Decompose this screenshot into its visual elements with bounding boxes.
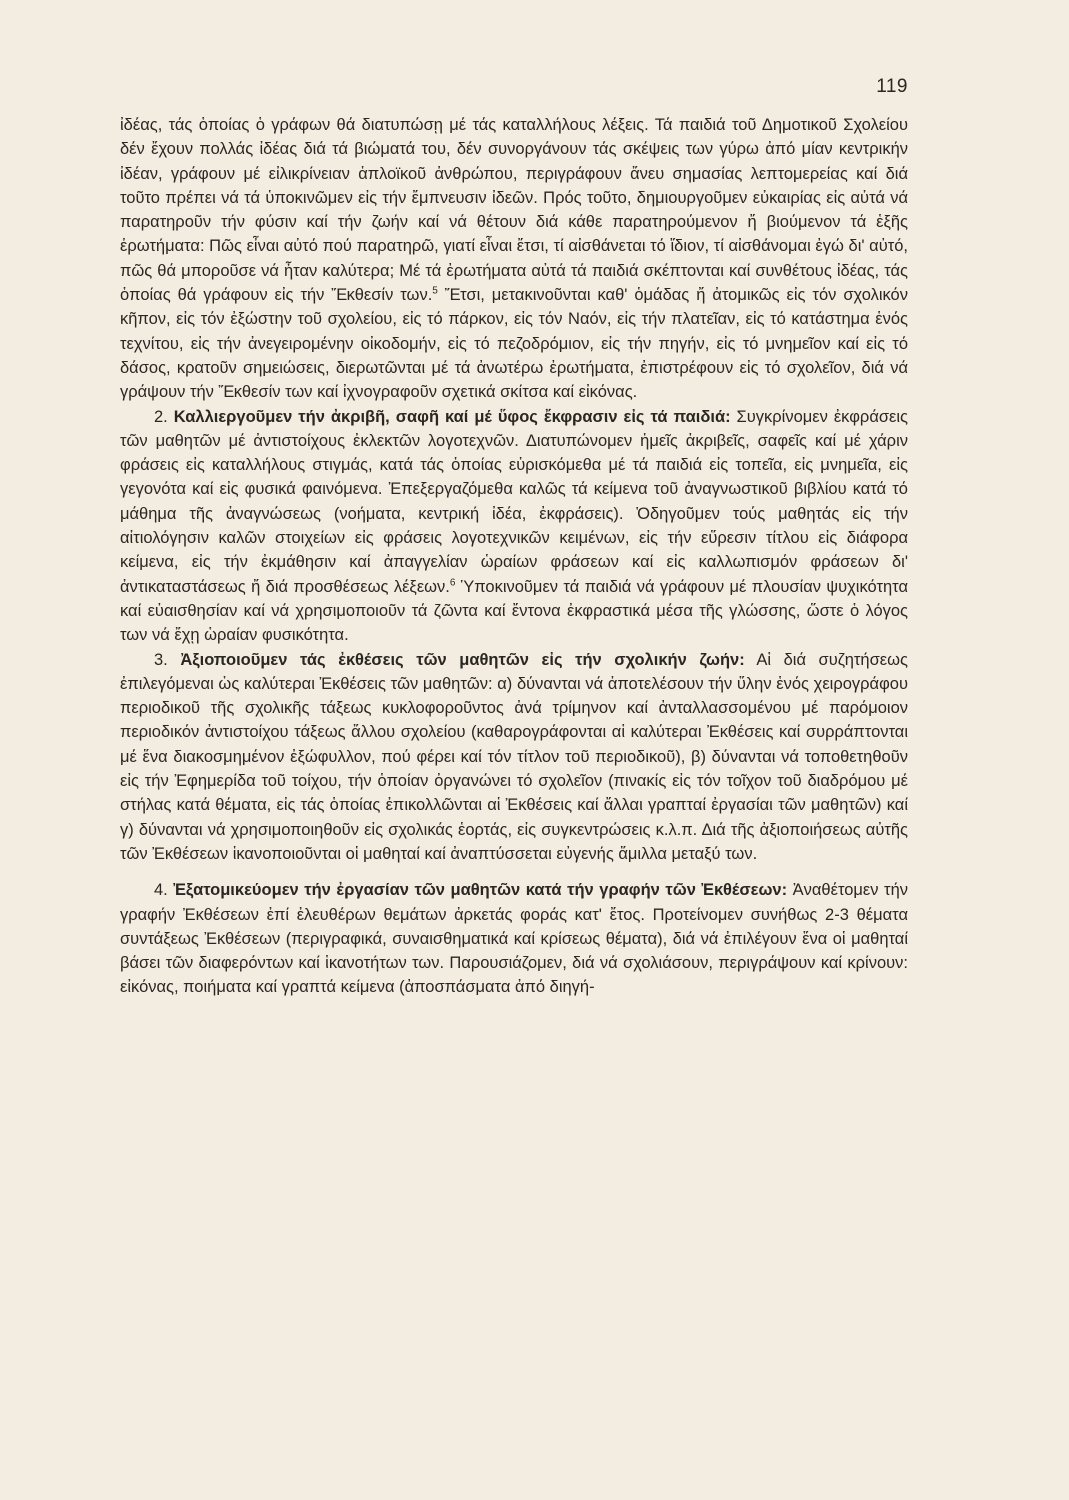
page-body bbox=[120, 113, 908, 1000]
intro-text-part2: Ἔτσι, μετακινοῦνται καθ' ὁμάδας ἤ ἀτομικῶς εἰς τόν σχολικόν κῆπον, εἰς τόν ἐξώστην τοῦ σχολείου, εἰς τό πάρκον, εἰς τόν Ναόν, εἰς τήν πλατεῖαν, εἰς τό κατάστημα ἑνός τεχνίτου, εἰς τήν ἀνεγειρομένην οἰκοδομήν, εἰς τό πεζοδρόμιον, εἰς τήν πηγήν, εἰς τό μνημεῖον καί εἰς τό δάσος, κρατοῦν σημειώσεις, διερωτῶνται μέ τά ἀνωτέρω ἐρωτήματα, ἐπιστρέφουν εἰς τό σχολεῖον, διά νά γράψουν τήν Ἔκθεσίν των καί ἰχνογραφοῦν σχετικά σκίτσα καί εἰκόνας. bbox=[120, 286, 908, 402]
footnote-ref-6: 6 bbox=[449, 577, 456, 589]
item-4-text: Ἀναθέτομεν τήν γραφήν Ἐκθέσεων ἐπί ἐλευθέρων θεμάτων ἀρκετάς φοράς κατ' ἔτος. Προτείνομεν συνήθως 2-3 θέματα συντάξεως Ἐκθέσεων (περιγραφικά, συναισθηματικά καί κρίσεως θέματα), διά νά ἐπιλέγουν ἕνα οἱ μαθηταί βάσει τῶν διαφερόντων καί ἱκανοτήτων των. Παρουσιάζομεν, διά νά σχολιάσουν, περιγράψουν καί κρίνουν: εἰκόνας, ποιήματα καί γραπτά κείμενα (ἀποσπάσματα ἀπό διηγή- bbox=[120, 881, 908, 997]
page-number: 119 bbox=[876, 76, 908, 97]
item-4-heading: Ἐξατομικεύομεν τήν ἐργασίαν τῶν μαθητῶν κατά τήν γραφήν τῶν Ἐκθέσεων: bbox=[173, 881, 788, 900]
intro-text-part1: ἰδέας, τάς ὁποίας ὁ γράφων θά διατυπώσῃ μέ τάς καταλλήλους λέξεις. Τά παιδιά τοῦ Δημοτικοῦ Σχολείου δέν ἔχουν πολλάς ἰδέας διά τά βιώματά του, δέν συνοργάνουν τάς σκέψεις των γύρω ἀπό μίαν κεντρικήν ἰδέαν, γράφουν μέ εἰλικρίνειαν ἁπλοϊκοῦ ἀνθρώπου, περιγράφουν ἄνευ σημασίας λεπτομερείας καί διά τοῦτο πρέπει νά τά ὑποκινῶμεν εἰς τήν ἔμπνευσιν ἰδεῶν. Πρός τοῦτο, δημιουργοῦμεν εὐκαιρίας εἰς αὐτά νά παρατηροῦν τήν φύσιν καί τήν ζωήν καί νά θέτουν διά κάθε παρατηρούμενον ἤ βιούμενον τά ἑξῆς ἐρωτήματα: Πῶς εἶναι αὐτό πού παρατηρῶ, γιατί εἶναι ἔτσι, τί αἰσθάνεται τό ἴδιον, τί αἰσθάνομαι ἐγώ δι' αὐτό, πῶς θά μποροῦσε νά ἦταν καλύτερα; Μέ τά ἐρωτήματα αὐτά τά παιδιά σκέπτονται καί συνθέτους ἰδέας, τάς ὁποίας θά γράφουν εἰς τήν Ἔκθεσίν των. bbox=[120, 116, 908, 305]
item-2-number: 2. bbox=[154, 407, 168, 426]
item-2-text-part2: Ὑποκινοῦμεν τά παιδιά νά γράφουν μέ πλουσίαν ψυχικότητα καί εὐαισθησίαν καί νά χρησιμοποιοῦν τά ζῶντα καί ἔντονα ἐκφραστικά μέσα τῆς γλώσσης, ὥστε ὁ λόγος των νά ἔχῃ ὡραίαν φυσικότητα. bbox=[120, 577, 908, 645]
item-2-text-part1: Συγκρίνομεν ἐκφράσεις τῶν μαθητῶν μέ ἀντιστοίχους ἐκλεκτῶν λογοτεχνῶν. Διατυπώνομεν ἡμεῖς ἀκριβεῖς, σαφεῖς καί μέ χάριν φράσεις εἰς καταλλήλους στιγμάς, κατά τάς ὁποίας εὑρισκόμεθα μέ τά παιδιά εἰς τοπεῖα, εἰς μνημεῖα, εἰς γεγονότα καί εἰς φυσικά φαινόμενα. Ἐπεξεργαζόμεθα καλῶς τά κείμενα τοῦ ἀναγνωστικοῦ βιβλίου κατά τό μάθημα τῆς ἀναγνώσεως (νοήματα, κεντρική ἰδέα, ἐκφράσεις). Ὁδηγοῦμεν τούς μαθητάς εἰς τήν αἰτιολόγησιν καλῶν στοιχείων εἰς φράσεις λογοτεχνικῶν κειμένων, εἰς τήν εὕρεσιν τίτλου εἰς διάφορα κείμενα, εἰς τήν ἐκμάθησιν καί ἀπαγγελίαν ὡραίων φράσεων καί εἰς καλλωπισμόν φράσεων δι' ἀντικαταστάσεως ἤ διά προσθέσεως λέξεων. bbox=[120, 407, 909, 596]
paragraph-item-3 bbox=[120, 648, 908, 867]
item-3-heading: Ἀξιοποιοῦμεν τάς ἐκθέσεις τῶν μαθητῶν εἰς τήν σχολικήν ζωήν: bbox=[180, 650, 745, 669]
item-4-number: 4. bbox=[154, 881, 168, 900]
paragraph-item-2 bbox=[120, 405, 908, 648]
paragraph-intro bbox=[120, 113, 908, 405]
item-2-heading: Καλλιεργοῦμεν τήν ἀκριβῆ, σαφῆ καί μέ ὕφος ἔκφρασιν εἰς τά παιδιά: bbox=[173, 407, 731, 426]
paragraph-item-4 bbox=[120, 878, 908, 999]
item-3-number: 3. bbox=[154, 650, 168, 669]
item-3-text: Αἱ διά συζητήσεως ἐπιλεγόμεναι ὡς καλύτεραι Ἐκθέσεις τῶν μαθητῶν: α) δύνανται νά ἀποτελέσουν τήν ὕλην ἑνός χειρογράφου περιοδικοῦ τῆς σχολικῆς τάξεως κυκλοφοροῦντος ἀνά τρίμηνον καί ἀνταλλασσομένου μέ παρόμοιον περιοδικόν ἀντιστοίχου τάξεως ἄλλου σχολείου (καθαρογράφονται αἱ καλύτεραι Ἐκθέσεις καί συρράπτονται μέ ἕνα διακοσμημένον ἐξώφυλλον, πού φέρει καί τόν τίτλον τοῦ περιοδικοῦ), β) δύνανται νά τοποθετηθοῦν εἰς τήν Ἐφημερίδα τοῦ τοίχου, τήν ὁποίαν ὀργανώνει τό σχολεῖον (πινακίς εἰς τόν τοῖχον τοῦ διαδρόμου μέ στήλας κατά θέματα, εἰς τάς ὁποίας ἐπικολλῶνται αἱ Ἐκθέσεις καί ἄλλαι γραπταί ἐργασίαι τῶν μαθητῶν) καί γ) δύνανται νά χρησιμοποιηθοῦν εἰς σχολικάς ἑορτάς, εἰς συγκεντρώσεις κ.λ.π. Διά τῆς ἀξιοποιήσεως αὐτῆς τῶν Ἐκθέσεων ἱκανοποιοῦνται οἱ μαθηταί καί ἀναπτύσσεται εὐγενής ἅμιλλα μεταξύ των. bbox=[120, 650, 908, 863]
footnote-ref-5: 5 bbox=[432, 285, 438, 297]
